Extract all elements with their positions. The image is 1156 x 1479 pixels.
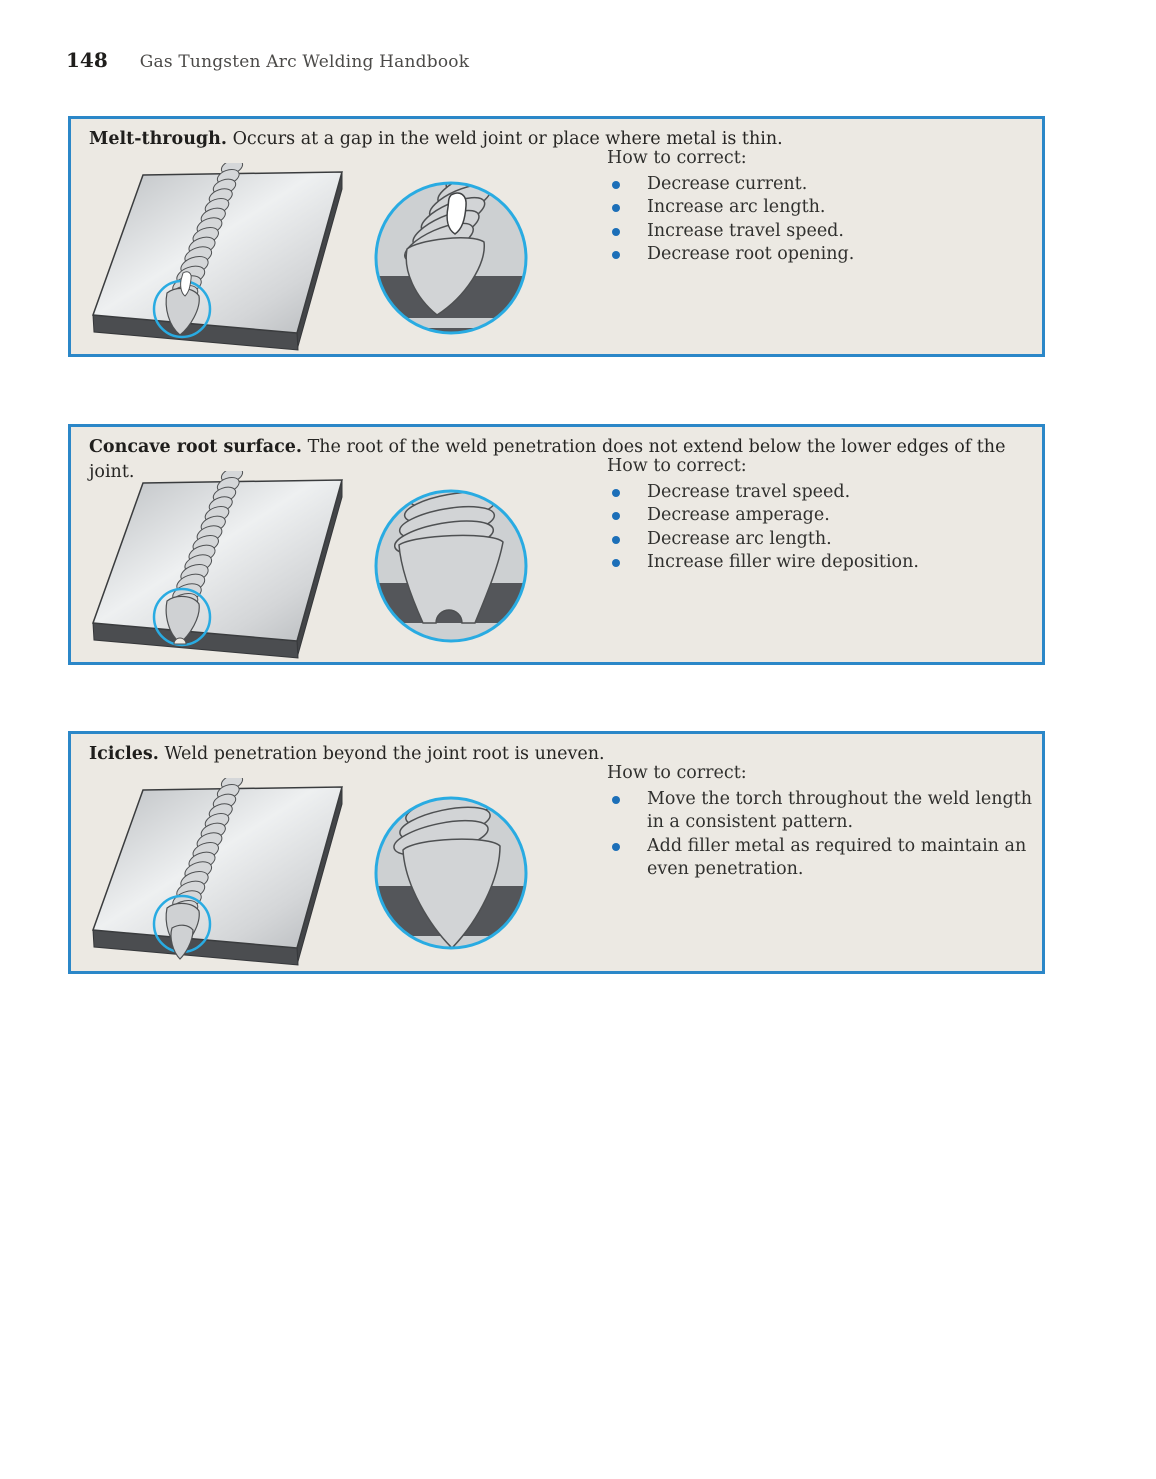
weld-plate-illustration [81,778,551,974]
defect-box-icicles [68,731,1045,974]
correction-item: Increase filler wire deposition. [607,551,1047,575]
defect-box-melt-through [68,116,1045,357]
correction-list [607,788,1047,882]
page-header [66,48,469,72]
correction-item: Increase arc length. [607,196,1047,220]
correction-column [607,762,1047,882]
how-to-correct-label: How to correct: [607,763,747,783]
correction-column [607,147,1047,267]
weld-plate-illustration [81,163,551,359]
page-number: 148 [66,48,108,72]
defect-term: Icicles. [89,744,159,764]
defect-term: Melt-through. [89,129,227,149]
correction-item: Decrease root opening. [607,243,1047,267]
correction-item: Add filler metal as required to maintain an even penetration. [607,835,1047,882]
correction-item: Move the torch throughout the weld length in a consistent pattern. [607,788,1047,835]
how-to-correct-label: How to correct: [607,456,747,476]
weld-plate-illustration [81,471,551,667]
defect-description: The root of the weld penetration does not extend below the lower edges of the joint. [89,437,1006,482]
correction-column [607,455,1047,575]
correction-list [607,481,1047,575]
defect-description: Occurs at a gap in the weld joint or place where metal is thin. [232,129,783,149]
how-to-correct-label: How to correct: [607,148,747,168]
defect-term: Concave root surface. [89,437,302,457]
correction-list [607,173,1047,267]
book-title: Gas Tungsten Arc Welding Handbook [139,52,470,72]
defect-description: Weld penetration beyond the joint root is uneven. [164,744,605,764]
correction-item: Decrease arc length. [607,528,1047,552]
correction-item: Increase travel speed. [607,220,1047,244]
defect-box-concave-root [68,424,1045,665]
correction-item: Decrease current. [607,173,1047,197]
correction-item: Decrease travel speed. [607,481,1047,505]
correction-item: Decrease amperage. [607,504,1047,528]
